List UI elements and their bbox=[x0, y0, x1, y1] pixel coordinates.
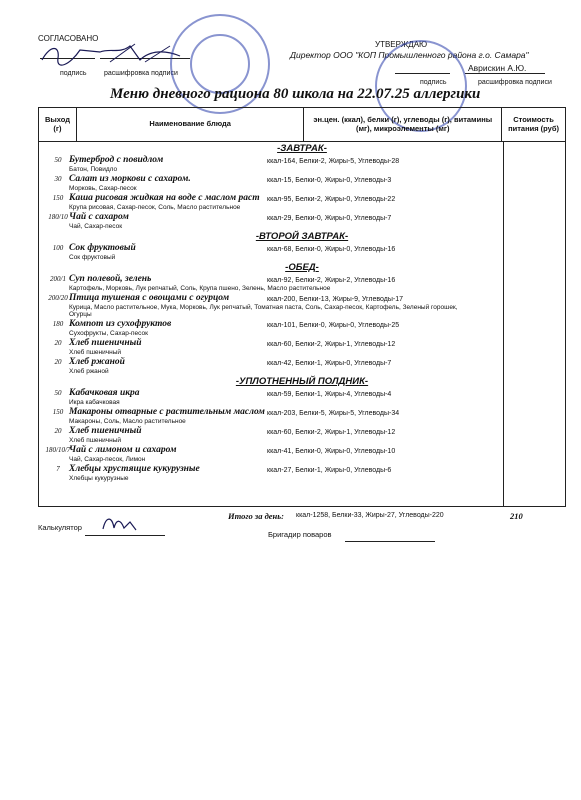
dish-name: Суп полевой, зелень bbox=[69, 274, 152, 284]
output-cell: 180/10 bbox=[48, 213, 68, 221]
dish-ingredients: Хлебцы кукурузные bbox=[69, 475, 129, 482]
output-cell: 150 bbox=[52, 408, 64, 416]
dish-name: Каша рисовая жидкая на воде с маслом раст bbox=[69, 193, 260, 203]
col-output: Выход (г) bbox=[39, 108, 77, 142]
dish-nutrition: ккал-164, Белки-2, Жиры-5, Углеводы-28 bbox=[267, 158, 400, 165]
dish-ingredients: Сухофрукты, Сахар-песок bbox=[69, 330, 148, 337]
dish-ingredients: Сок фруктовый bbox=[69, 254, 116, 261]
output-cell: 180/10/7 bbox=[45, 446, 71, 454]
calculator-signature-image bbox=[100, 514, 140, 536]
left-signature-image bbox=[40, 40, 190, 70]
dish-name: Птица тушеная с овощами с огурцом bbox=[69, 293, 230, 303]
dish-ingredients: Хлеб пшеничный bbox=[69, 349, 122, 356]
dish-ingredients: Икра кабачковая bbox=[69, 399, 120, 406]
section-title: -ОБЕД- bbox=[285, 262, 319, 273]
dish-name: Кабачковая икра bbox=[69, 388, 140, 398]
total-cost: 210 bbox=[510, 511, 523, 521]
output-cell: 7 bbox=[56, 465, 60, 473]
section-title: -ВТОРОЙ ЗАВТРАК- bbox=[255, 231, 349, 242]
dish-name: Хлеб ржаной bbox=[69, 357, 125, 367]
calculator-label: Калькулятор bbox=[38, 523, 82, 532]
dish-ingredients: Хлеб ржаной bbox=[69, 368, 109, 375]
page-title: Меню дневного рациона 80 школа на 22.07.25 аллергики bbox=[110, 86, 481, 102]
dish-nutrition: ккал-60, Белки-2, Жиры-1, Углеводы-12 bbox=[267, 429, 396, 436]
dish-nutrition: ккал-200, Белки-13, Жиры-9, Углеводы-17 bbox=[267, 296, 404, 303]
dish-nutrition: ккал-59, Белки-1, Жиры-4, Углеводы-4 bbox=[267, 391, 392, 398]
decode-caption: расшифровка подписи bbox=[104, 70, 178, 77]
dish-name: Хлеб пшеничный bbox=[69, 338, 142, 348]
dish-ingredients: Морковь, Сахар-песок bbox=[69, 185, 137, 192]
output-cell: 20 bbox=[54, 358, 62, 366]
director-decode-line bbox=[465, 73, 545, 74]
dish-nutrition: ккал-60, Белки-2, Жиры-1, Углеводы-12 bbox=[267, 341, 396, 348]
section-title: -УПЛОТНЕННЫЙ ПОЛДНИК- bbox=[235, 376, 369, 387]
director-decode-caption: расшифровка подписи bbox=[478, 79, 552, 86]
dish-nutrition: ккал-203, Белки-5, Жиры-5, Углеводы-34 bbox=[267, 410, 400, 417]
dish-nutrition: ккал-42, Белки-1, Жиры-0, Углеводы-7 bbox=[267, 360, 392, 367]
agreed-label: СОГЛАСОВАНО bbox=[38, 34, 99, 43]
dish-ingredients: Хлеб пшеничный bbox=[69, 437, 122, 444]
brigadier-signature-line bbox=[345, 541, 435, 542]
dish-ingredients: Чай, Сахар-песок bbox=[69, 223, 123, 230]
total-value: ккал-1258, Белки-33, Жиры-27, Углеводы-220 bbox=[296, 512, 444, 519]
dish-name: Чай с лимоном и сахаром bbox=[69, 445, 177, 455]
output-cell: 200/20 bbox=[48, 294, 68, 302]
dish-name: Салат из моркови с сахаром. bbox=[69, 174, 191, 184]
menu-table-body bbox=[38, 141, 566, 507]
dish-name: Макароны отварные с растительным маслом bbox=[69, 407, 265, 417]
col-nutrition: эн.цен. (ккал), белки (г), углеводы (г), витамины (мг), микроэлементы (мг) bbox=[304, 108, 502, 142]
director-title: Директор ООО "КОП Промышленного района г.о. Самара" bbox=[290, 50, 529, 60]
col-name: Наименование блюда bbox=[76, 108, 303, 142]
brigadier-label: Бригадир поваров bbox=[268, 530, 332, 539]
signature-caption: подпись bbox=[60, 70, 87, 77]
output-cell: 180 bbox=[52, 320, 64, 328]
round-stamp-left-inner bbox=[190, 34, 250, 94]
dish-nutrition: ккал-27, Белки-1, Жиры-0, Углеводы-6 bbox=[267, 467, 392, 474]
dish-nutrition: ккал-92, Белки-2, Жиры-2, Углеводы-16 bbox=[267, 277, 396, 284]
dish-nutrition: ккал-15, Белки-0, Жиры-0, Углеводы-3 bbox=[267, 177, 392, 184]
output-cell: 50 bbox=[54, 389, 62, 397]
dish-name: Компот из сухофруктов bbox=[69, 319, 172, 329]
dish-nutrition: ккал-68, Белки-0, Жиры-0, Углеводы-16 bbox=[267, 246, 396, 253]
output-cell: 20 bbox=[54, 339, 62, 347]
director-name: Аврискин А.Ю. bbox=[468, 63, 527, 73]
output-cell: 200/1 bbox=[50, 275, 66, 283]
dish-ingredients: Курица, Масло растительное, Мука, Морковь, Лук репчатый, Томатная паста, Соль, Сахар-песок, Картофель, Зеленый горошек, Огурцы bbox=[69, 304, 458, 319]
section-title: -ЗАВТРАК- bbox=[277, 143, 327, 154]
dish-ingredients: Крупа рисовая, Сахар-песок, Соль, Масло растительное bbox=[69, 204, 241, 211]
dish-name: Хлебцы хрустящие кукурузные bbox=[69, 464, 200, 474]
dish-name: Бутерброд с повидлом bbox=[69, 155, 164, 165]
approve-label: УТВЕРЖДАЮ bbox=[375, 40, 428, 49]
output-cell: 50 bbox=[54, 156, 62, 164]
dish-nutrition: ккал-95, Белки-2, Жиры-0, Углеводы-22 bbox=[267, 196, 396, 203]
dish-nutrition: ккал-101, Белки-0, Жиры-0, Углеводы-25 bbox=[267, 322, 400, 329]
output-cell: 100 bbox=[52, 244, 64, 252]
director-signature-caption: подпись bbox=[420, 79, 447, 86]
dish-nutrition: ккал-41, Белки-0, Жиры-0, Углеводы-10 bbox=[267, 448, 396, 455]
total-label: Итого за день: bbox=[228, 511, 284, 521]
col-cost: Стоимость питания (руб) bbox=[502, 108, 566, 142]
dish-nutrition: ккал-29, Белки-0, Жиры-0, Углеводы-7 bbox=[267, 215, 392, 222]
dish-name: Хлеб пшеничный bbox=[69, 426, 142, 436]
dish-ingredients: Чай, Сахар-песок, Лимон bbox=[69, 456, 146, 463]
dish-ingredients: Макароны, Соль, Масло растительное bbox=[69, 418, 186, 425]
output-cell: 150 bbox=[52, 194, 64, 202]
cost-column-divider bbox=[503, 141, 504, 506]
output-cell: 20 bbox=[54, 427, 62, 435]
dish-ingredients: Картофель, Морковь, Лук репчатый, Соль, Крупа пшено, Зелень, Масло растительное bbox=[69, 285, 331, 292]
dish-name: Сок фруктовый bbox=[69, 243, 136, 253]
dish-name: Чай с сахаром bbox=[69, 212, 129, 222]
dish-ingredients: Батон, Повидло bbox=[69, 166, 118, 173]
menu-table-header bbox=[38, 107, 566, 142]
output-cell: 30 bbox=[54, 175, 62, 183]
